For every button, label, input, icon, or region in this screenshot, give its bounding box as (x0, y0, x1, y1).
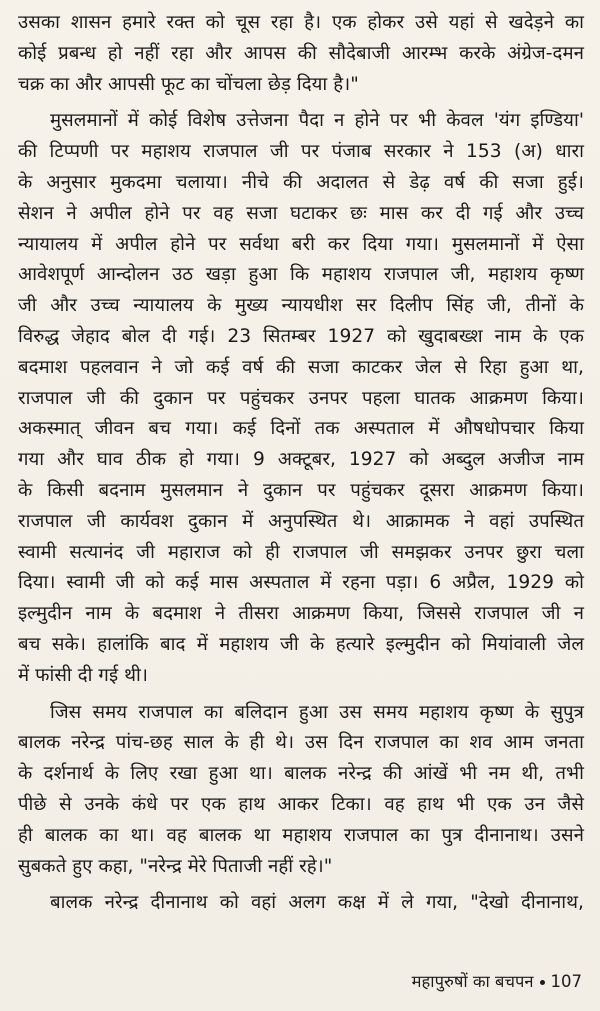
text-line: सुबकते हुए कहा, "नरेन्द्र मेरे पिताजी नहीं रहे।" (18, 855, 333, 877)
text-line: न्यायालय में अपील होने पर सर्वथा बरी कर दिया गया। मुसलमानों में ऐसा (18, 233, 584, 255)
text-line: सेशन ने अपील होने पर वह सजा घटाकर छः मास कर दी गई और उच्च (18, 202, 584, 224)
book-title: महापुरुषों का बचपन (411, 972, 534, 991)
paragraph (18, 698, 584, 883)
text-line: आवेशपूर्ण आन्दोलन उठ खड़ा हुआ कि महाशय राजपाल जी, महाशय कृष्ण (18, 264, 584, 286)
text-line: जी और उच्च न्यायालय के मुख्य न्यायधीश सर दिलीप सिंह जी, तीनों के (18, 295, 584, 317)
text-line: स्वामी सत्यानंद जी महाराज को ही राजपाल जी समझकर उनपर छुरा चला (18, 541, 584, 563)
text-line: दिया। स्वामी जी को कई मास अस्पताल में रहना पड़ा। 6 अप्रैल, 1929 को (18, 572, 584, 594)
text-line: की टिप्पणी पर महाशय राजपाल जी पर पंजाब सरकार ने 153 (अ) धारा (18, 141, 585, 163)
page-number: 107 (550, 972, 582, 991)
text-line: ही बालक का था। वह बालक था महाशय राजपाल का पुत्र दीनानाथ। उसने (18, 824, 584, 846)
text-line: अकस्मात् जीवन बच गया। कई दिनों तक अस्पताल में औषधोपचार किया (18, 418, 584, 440)
text-line: कोई प्रबन्ध हो नहीं रहा और आपस की सौदेबाजी आरम्भ करके अंग्रेज-दमन (18, 42, 584, 64)
paragraph (18, 8, 584, 100)
paragraph (18, 888, 584, 919)
paragraph (18, 106, 584, 691)
text-line: जिस समय राजपाल का बलिदान हुआ उस समय महाशय कृष्ण के सुपुत्र (50, 701, 584, 723)
text-line: बदमाश पहलवान ने जो कई वर्ष की सजा काटकर जेल से रिहा हुआ था, (18, 356, 584, 378)
text-line: पीछे से उनके कंधे पर एक हाथ आकर टिका। वह हाथ भी एक उन जैसे (18, 793, 584, 815)
page-footer (412, 971, 582, 993)
text-line: बालक नरेन्द्र पांच-छह साल के ही थे। उस दिन राजपाल का शव आम जनता (18, 732, 584, 754)
text-line: विरुद्ध जेहाद बोल दी गई। 23 सितम्बर 1927 को खुदाबख्श नाम के एक (18, 325, 584, 347)
text-line: के किसी बदनाम मुसलमान ने दुकान पर पहुंचकर दूसरा आक्रमण किया। (18, 479, 584, 501)
text-line: के अनुसार मुकदमा चलाया। नीचे की अदालत से डेढ़ वर्ष की सजा हुई। (18, 171, 584, 193)
text-line: में फांसी दी गई थी। (18, 664, 148, 686)
text-line: उसका शासन हमारे रक्त को चूस रहा है। एक होकर उसे यहां से खदेड़ने का (18, 12, 584, 33)
bullet-separator (540, 980, 545, 985)
text-line: चक्र का और आपसी फूट का चोंचला छेड़ दिया है।" (18, 73, 359, 95)
text-line: गया और घाव ठीक हो गया। 9 अक्टूबर, 1927 को अब्दुल अजीज नाम (18, 449, 584, 471)
text-line: राजपाल जी की दुकान पर पहुंचकर उनपर पहला घातक आक्रमण किया। (18, 387, 584, 409)
text-line: इल्मुदीन नाम के बदमाश ने तीसरा आक्रमण किया, जिससे राजपाल जी न (18, 603, 584, 625)
text-line: बच सके। हालांकि बाद में महाशय जी के हत्यारे इल्मुदीन को मियांवाली जेल (18, 633, 584, 655)
text-line: मुसलमानों में कोई विशेष उत्तेजना पैदा न होने पर भी केवल 'यंग इण्डिया' (50, 110, 584, 132)
text-line: बालक नरेन्द्र दीनानाथ को वहां अलग कक्ष में ले गया, "देखो दीनानाथ, (50, 892, 584, 914)
text-line: के दर्शनार्थ के लिए रखा हुआ था। बालक नरेन्द्र की आंखें भी नम थी, तभी (18, 763, 584, 785)
text-line: राजपाल जी कार्यवश दुकान में अनुपस्थित थे। आक्रामक ने वहां उपस्थित (18, 510, 584, 532)
